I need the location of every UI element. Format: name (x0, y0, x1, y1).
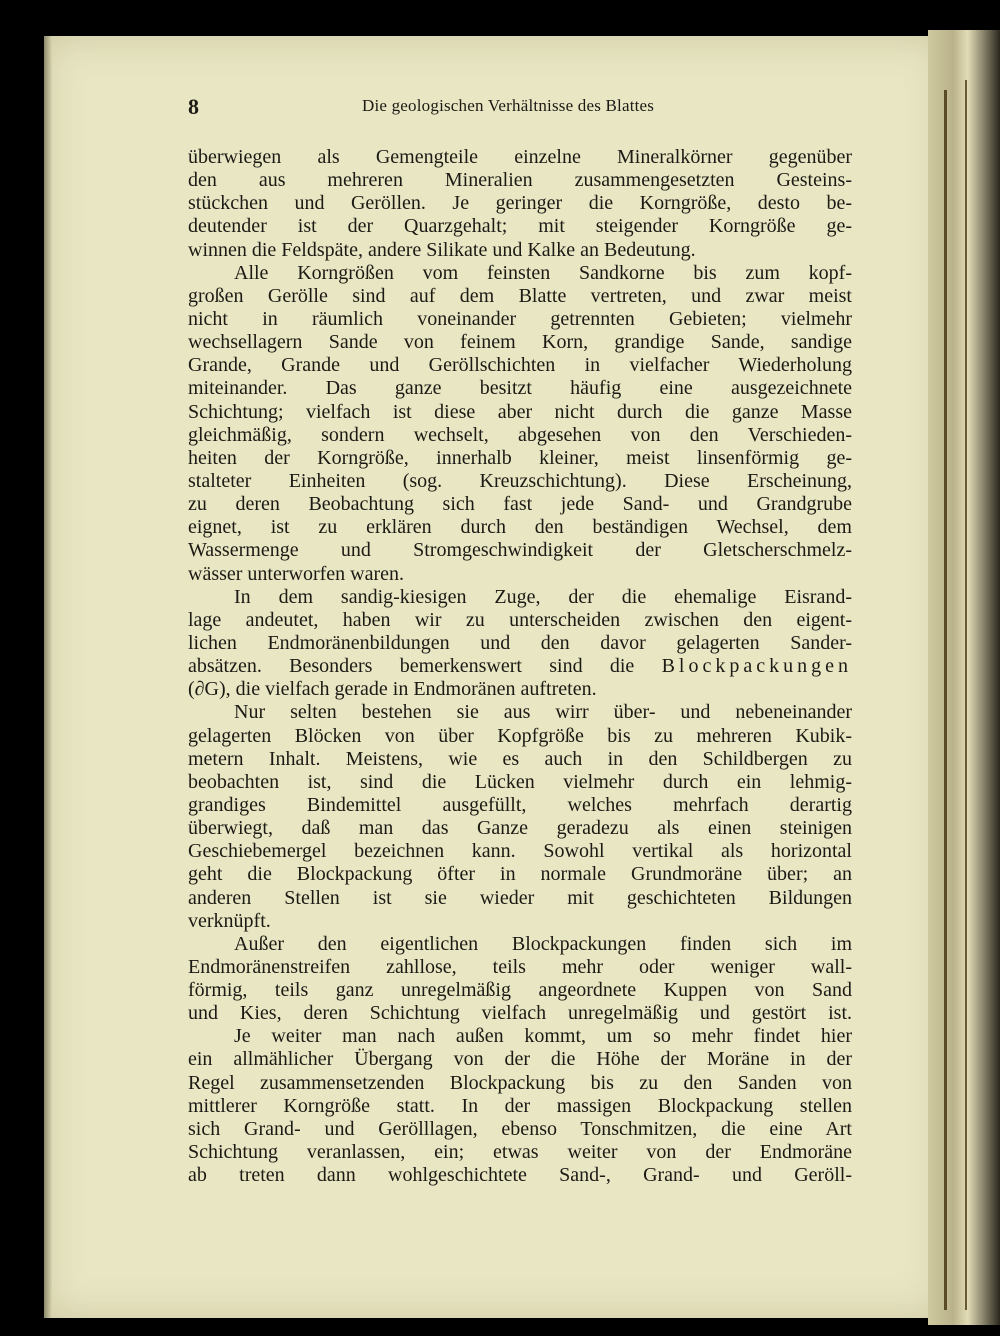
text-line: Wassermenge und Stromgeschwindigkeit der Gletscherschmelz- (188, 539, 852, 562)
text-line: grandiges Bindemittel ausgefüllt, welches mehrfach derartig (188, 793, 852, 816)
text-line: winnen die Feldspäte, andere Silikate und Kalke an Bedeutung. (188, 238, 696, 261)
text-line: ab treten dann wohlgeschichtete Sand-, Grand- und Geröll- (188, 1164, 852, 1187)
text-line: anderen Stellen ist sie wieder mit geschichteten Bildungen (188, 886, 852, 909)
gutter-binding-line (944, 90, 947, 1310)
text-line: wässer unterworfen waren. (188, 562, 405, 585)
text-line: Regel zusammensetzenden Blockpackung bis zu den Sanden von (188, 1071, 852, 1094)
line-start: absätzen. Besonders bemerkenswert sind die (188, 655, 635, 678)
page-number: 8 (188, 94, 199, 119)
text-line: stückchen und Geröllen. Je geringer die Korngröße, desto be- (188, 192, 852, 215)
page-header (188, 94, 850, 120)
text-line: Grande, Grande und Geröllschichten in vielfacher Wiederholung (188, 354, 852, 377)
text-line: verknüpft. (188, 909, 271, 932)
text-line: lage andeutet, haben wir zu unterscheiden zwischen den eigent- (188, 608, 852, 631)
text-line: und Kies, deren Schichtung vielfach unregelmäßig und gestört ist. (188, 1002, 852, 1025)
text-line: Geschiebemergel bezeichnen kann. Sowohl vertikal als horizontal (188, 840, 852, 863)
text-line: heiten der Korngröße, innerhalb kleiner, meist linsenförmig ge- (188, 446, 852, 469)
running-title: Die geologischen Verhältnisse des Blattes (362, 96, 655, 115)
text-line: gleichmäßig, sondern wechselt, abgesehen von den Verschieden- (188, 423, 852, 446)
text-line: Je weiter man nach außen kommt, um so mehr findet hier (234, 1025, 852, 1048)
text-line: nicht in räumlich voneinander getrennten Gebieten; vielmehr (188, 307, 852, 330)
text-line: gelagerten Blöcken von über Kopfgröße bis zu mehreren Kubik- (188, 724, 852, 747)
text-line: deutender ist der Quarzgehalt; mit steigender Korngröße ge- (188, 215, 852, 238)
text-line: Nur selten bestehen sie aus wirr über- und nebeneinander (234, 701, 852, 724)
text-line: Endmoränenstreifen zahllose, teils mehr oder weniger wall- (188, 955, 852, 978)
text-line: stalteter Einheiten (sog. Kreuzschichtung). Diese Erscheinung, (188, 469, 852, 492)
text-line: großen Gerölle sind auf dem Blatte vertreten, und zwar meist (188, 284, 852, 307)
text-line: Außer den eigentlichen Blockpackungen finden sich im (234, 932, 852, 955)
body-text (188, 146, 852, 1187)
text-line: eignet, ist zu erklären durch den beständigen Wechsel, dem (188, 516, 852, 539)
text-line-with-spaced-term (188, 655, 852, 678)
text-line: den aus mehreren Mineralien zusammengesetzten Gesteins- (188, 169, 852, 192)
text-line: geht die Blockpackung öfter in normale Grundmoräne über; an (188, 863, 852, 886)
text-line: überwiegt, daß man das Ganze geradezu als einen steinigen (188, 817, 852, 840)
text-line: lichen Endmoränenbildungen und den davor gelagerten Sander- (188, 631, 852, 654)
text-line: wechsellagern Sande von feinem Korn, grandige Sande, sandige (188, 331, 852, 354)
text-line: beobachten ist, sind die Lücken vielmehr durch ein lehmig- (188, 770, 852, 793)
page-edge (44, 36, 52, 1318)
text-line: (∂G), die vielfach gerade in Endmoränen auftreten. (188, 678, 597, 701)
text-line: Schichtung; vielfach ist diese aber nicht durch die ganze Masse (188, 400, 852, 423)
text-line: mittlerer Korngröße statt. In der massigen Blockpackung stellen (188, 1094, 852, 1117)
text-line: zu deren Beobachtung sich fast jede Sand- und Grandgrube (188, 493, 852, 516)
text-line: In dem sandig-kiesigen Zuge, der die ehemalige Eisrand- (234, 585, 852, 608)
spaced-term: Blockpackungen (661, 655, 852, 678)
text-line: metern Inhalt. Meistens, wie es auch in den Schildbergen zu (188, 747, 852, 770)
text-line: Schichtung veranlassen, ein; etwas weiter von der Endmoräne (188, 1141, 852, 1164)
text-line: förmig, teils ganz unregelmäßig angeordnete Kuppen von Sand (188, 979, 852, 1002)
text-line: überwiegen als Gemengteile einzelne Mineralkörner gegenüber (188, 146, 852, 168)
text-line: Alle Korngrößen vom feinsten Sandkorne bis zum kopf- (234, 261, 852, 284)
text-line: ein allmählicher Übergang von der die Höhe der Moräne in der (188, 1048, 852, 1071)
text-line: sich Grand- und Gerölllagen, ebenso Tonschmitzen, die eine Art (188, 1117, 852, 1140)
book-gutter (928, 30, 1000, 1325)
text-line: miteinander. Das ganze besitzt häufig eine ausgezeichnete (188, 377, 852, 400)
gutter-binding-line-2 (965, 80, 967, 1310)
